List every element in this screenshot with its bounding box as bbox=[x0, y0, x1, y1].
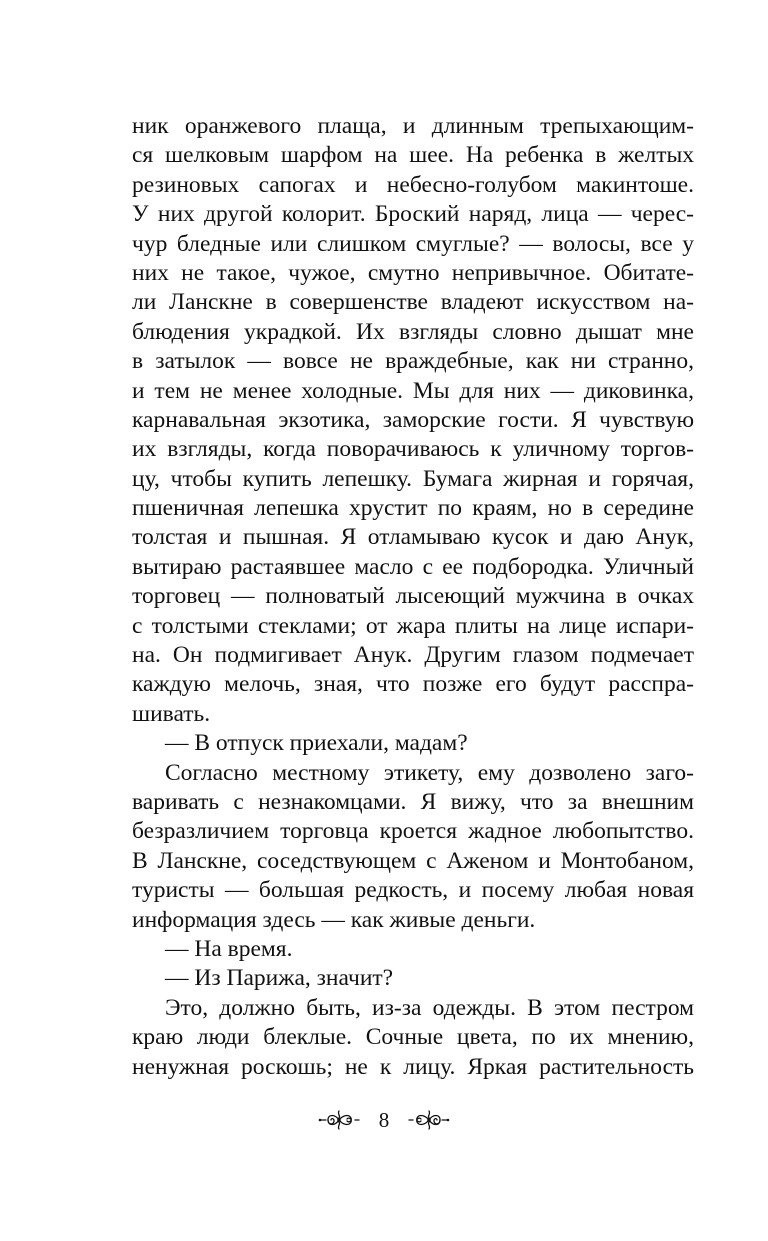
text-line: карнавальная экзотика, заморские гости. Я чувствую bbox=[132, 406, 694, 433]
text-line: с толстыми стеклами; от жара плиты на лице испари- bbox=[132, 612, 694, 639]
text-line: Это, должно быть, из-за одежды. В этом пестром bbox=[165, 994, 694, 1021]
text-line: — Из Парижа, значит? bbox=[165, 965, 394, 992]
text-line: ник оранжевого плаща, и длинным трепыхающим- bbox=[132, 113, 694, 139]
text-line: — На время. bbox=[165, 935, 293, 962]
text-line: В Ланскне, соседствующем с Аженом и Монтобаном, bbox=[132, 847, 694, 874]
page-number: 8 bbox=[378, 1107, 390, 1132]
text-line: ся шелковым шарфом на шее. На ребенка в желтых bbox=[132, 142, 694, 169]
text-line: безразличием торговца кроется жадное любопытство. bbox=[132, 818, 694, 845]
text-line: чур бледные или слишком смуглые? — волосы, все у bbox=[132, 230, 694, 257]
text-line: — В отпуск приехали, мадам? bbox=[165, 730, 468, 757]
text-line: на. Он подмигивает Анук. Другим глазом подмечает bbox=[132, 642, 694, 669]
text-line: Согласно местному этикету, ему дозволено заго- bbox=[165, 759, 694, 786]
text-line: шивать. bbox=[132, 700, 211, 727]
text-line: пшеничная лепешка хрустит по краям, но в середине bbox=[132, 495, 694, 522]
text-line: вытираю растаявшее масло с ее подбородка. Уличный bbox=[132, 553, 694, 580]
text-line: них не такое, чужое, смутно непривычное. Обитате- bbox=[132, 259, 694, 286]
text-line: ли Ланскне в совершенстве владеют искусством на- bbox=[132, 289, 694, 316]
text-line: их взгляды, когда поворачиваюсь к уличному торгов- bbox=[132, 436, 694, 463]
text-line: ненужная роскошь; не к лицу. Яркая растительность bbox=[132, 1053, 694, 1080]
text-line: варивать с незнакомцами. Я вижу, что за внешним bbox=[132, 788, 694, 815]
text-line: каждую мелочь, зная, что позже его будут расспра- bbox=[132, 671, 694, 698]
text-line: цу, чтобы купить лепешку. Бумага жирная и горячая, bbox=[132, 465, 694, 492]
flourish-ornament-left-icon bbox=[317, 1105, 361, 1135]
text-line: туристы — большая редкость, и посему любая новая bbox=[132, 877, 694, 904]
page-footer bbox=[0, 1100, 768, 1140]
text-line: толстая и пышная. Я отламываю кусок и даю Анук, bbox=[132, 524, 694, 551]
text-line: резиновых сапогах и небесно-голубом макинтоше. bbox=[132, 171, 694, 198]
text-line: блюдения украдкой. Их взгляды словно дышат мне bbox=[132, 318, 694, 345]
text-line: информация здесь — как живые деньги. bbox=[132, 906, 536, 933]
text-line: краю люди блеклые. Сочные цвета, по их мнению, bbox=[132, 1024, 694, 1051]
text-line: в затылок — вовсе не враждебные, как ни странно, bbox=[132, 348, 694, 375]
text-line: торговец — полноватый лысеющий мужчина в очках bbox=[132, 583, 694, 610]
flourish-ornament-right-icon bbox=[407, 1105, 451, 1135]
page-body-text bbox=[132, 112, 694, 1082]
text-line: У них другой колорит. Броский наряд, лица — черес- bbox=[132, 201, 694, 228]
text-line: и тем не менее холодные. Мы для них — диковинка, bbox=[132, 377, 694, 404]
